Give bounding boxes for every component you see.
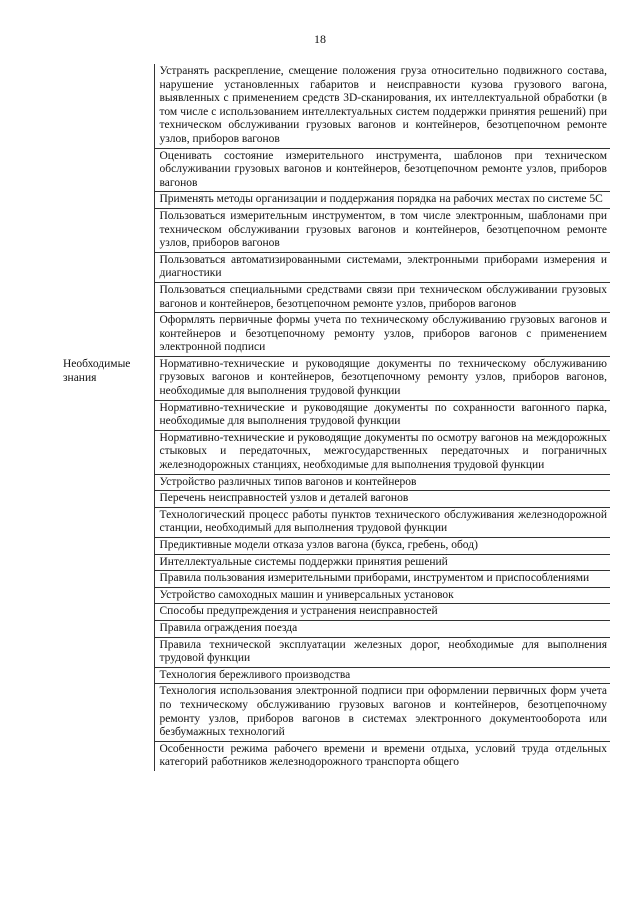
knowledge-item: Интеллектуальные системы поддержки принятия решений (154, 554, 610, 571)
knowledge-item: Особенности режима рабочего времени и времени отдыха, условий труда отдельных категорий работников железнодорожного транспорта общего (159, 742, 607, 769)
knowledge-label: Необходимые знания (63, 358, 131, 384)
knowledge-item: Правила пользования измерительными приборами, инструментом и приспособлениями (154, 571, 610, 588)
knowledge-item: Нормативно-технические и руководящие документы по техническому обслуживанию грузовых вагонов и контейнеров, безотцепочному ремонту узлов, приборов вагонов, необходимые для выполнения трудовой функции (154, 356, 610, 400)
knowledge-item: Правила ограждения поезда (154, 620, 610, 637)
table-row (58, 64, 610, 148)
page-number: 18 (314, 32, 326, 46)
skills-label-cell (58, 64, 154, 356)
knowledge-item: Нормативно-технические и руководящие документы по осмотру вагонов на междорожных стыковых и передаточных, межгосударственных передаточных и пограничных железнодорожных станциях, необходимые для выполнения трудовой функции (154, 430, 610, 474)
knowledge-item: Способы предупреждения и устранения неисправностей (154, 604, 610, 621)
knowledge-item: Нормативно-технические и руководящие документы по сохранности вагонного парка, необходимые для выполнения трудовой функции (154, 400, 610, 430)
knowledge-label-cell (58, 356, 154, 771)
requirements-table (58, 64, 610, 771)
skill-item: Пользоваться измерительным инструментом, в том числе электронным, шаблонами при техническом обслуживании грузовых вагонов и контейнеров, безотцепочном ремонте узлов, приборов вагонов (154, 208, 610, 252)
knowledge-item: Технологический процесс работы пунктов технического обслуживания железнодорожной станции, необходимый для выполнения трудовой функции (154, 507, 610, 537)
skill-item: Устранять раскрепление, смещение положения груза относительно подвижного состава, нарушение установленных габаритов и неисправности кузова грузового вагона, выявленных с применением средств 3D-сканирования, их интеллектуальной обработки (в том числе с использованием интеллектуальных систем поддержки принятия решений) при техническом обслуживании грузовых вагонов и контейнеров, безотцепочном ремонте узлов, приборов вагонов (154, 64, 610, 148)
knowledge-item: Устройство самоходных машин и универсальных установок (154, 587, 610, 604)
knowledge-item: Предиктивные модели отказа узлов вагона (букса, гребень, обод) (154, 538, 610, 555)
skill-item: Оценивать состояние измерительного инструмента, шаблонов при техническом обслуживании грузовых вагонов и контейнеров, безотцепочном ремонте узлов, приборов вагонов (154, 148, 610, 192)
skill-item: Пользоваться специальными средствами связи при техническом обслуживании грузовых вагонов и контейнеров, безотцепочном ремонте узлов, приборов вагонов (154, 282, 610, 312)
knowledge-item: Правила технической эксплуатации железных дорог, необходимые для выполнения трудовой функции (154, 637, 610, 667)
knowledge-item: Устройство различных типов вагонов и контейнеров (154, 474, 610, 491)
knowledge-item: Перечень неисправностей узлов и деталей вагонов (154, 491, 610, 508)
table-row (58, 356, 610, 400)
skill-item: Пользоваться автоматизированными системами, электронными приборами измерения и диагностики (154, 252, 610, 282)
skill-item: Оформлять первичные формы учета по техническому обслуживанию грузовых вагонов и контейнеров и безотцепочному ремонту узлов, приборов вагонов с применением электронной подписи (154, 313, 610, 357)
knowledge-item: Технология использования электронной подписи при оформлении первичных форм учета по техническому обслуживанию грузовых вагонов и контейнеров, безотцепочному ремонту узлов, приборов вагонов в системах электронного документооборота или безбумажных технологий (154, 684, 610, 741)
knowledge-item: Технология бережливого производства (154, 667, 610, 684)
skill-item: Применять методы организации и поддержания порядка на рабочих местах по системе 5С (154, 192, 610, 209)
